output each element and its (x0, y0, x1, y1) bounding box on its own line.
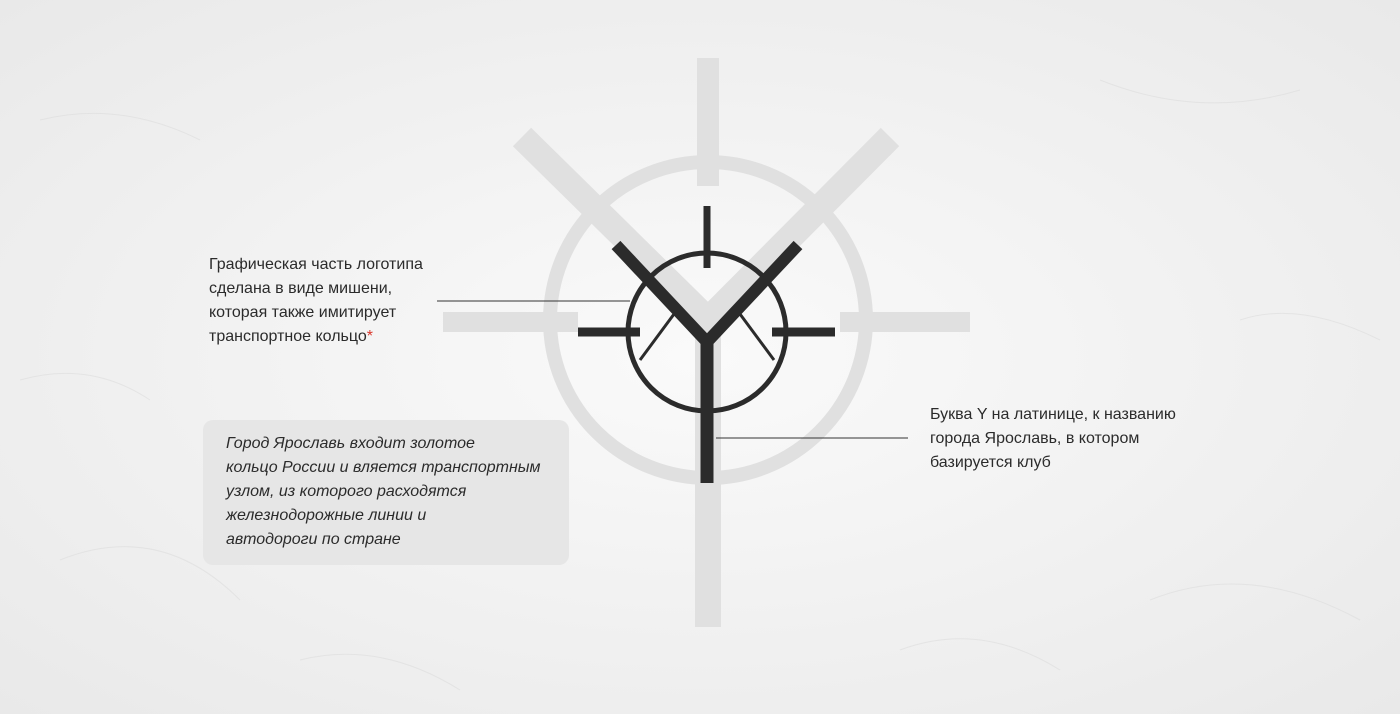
footnote-line3: узлом, из которого расходятся (226, 483, 467, 500)
footnote-text (226, 432, 559, 552)
annotation-graphic-part-line2: сделана в виде мишени, (209, 280, 393, 297)
footnote-marker: * (366, 328, 373, 345)
annotation-graphic-part-line3: которая также имитирует (209, 304, 397, 321)
annotation-letter-y-line3: базируется клуб (930, 454, 1051, 471)
footnote-line4: железнодорожные линии и (226, 507, 427, 524)
ring-chord-left (640, 310, 677, 360)
footnote-line1: Город Ярославь входит золотое (226, 435, 475, 452)
annotation-graphic-part (209, 253, 469, 349)
annotation-letter-y (930, 403, 1230, 475)
footnote-box (203, 420, 569, 565)
footnote-line5: автодороги по стране (226, 531, 401, 548)
annotation-graphic-part-line4: транспортное кольцо (209, 328, 367, 345)
annotation-letter-y-line1: Буква Y на латинице, к названию (930, 406, 1176, 423)
annotation-graphic-part-line1: Графическая часть логотипа (209, 256, 423, 273)
ring-chord-right (737, 310, 774, 360)
annotation-letter-y-line2: города Ярославь, в котором (930, 430, 1140, 447)
footnote-line2: кольцо России и вляется транспортным (226, 459, 541, 476)
